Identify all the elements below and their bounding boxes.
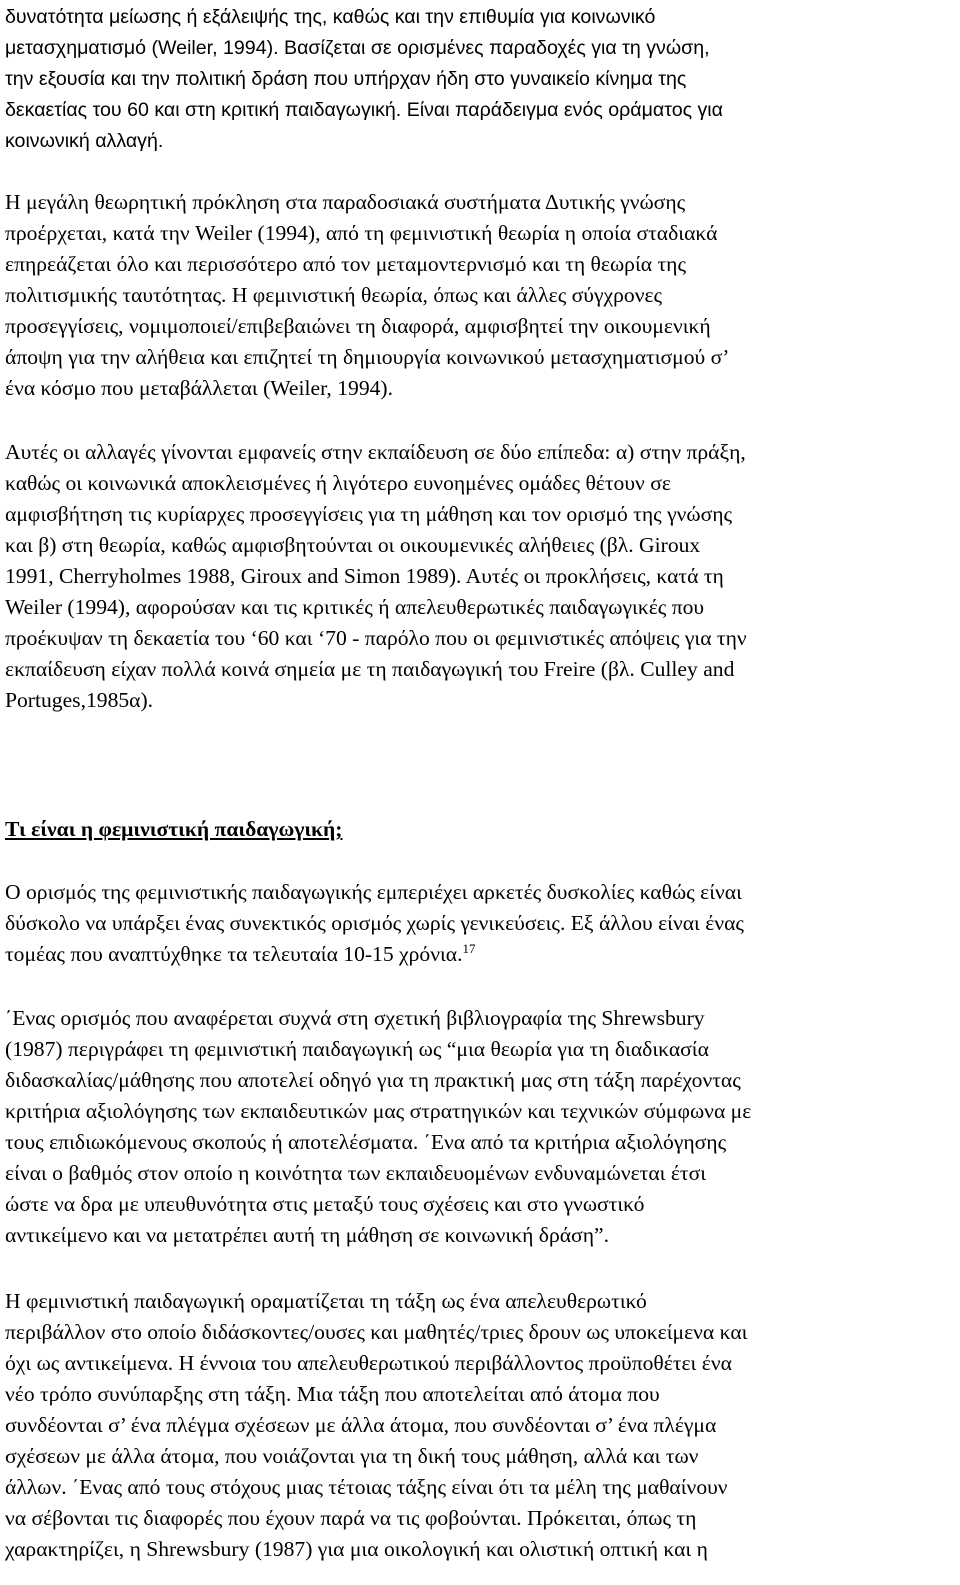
footnote-marker: 17 xyxy=(462,941,476,956)
paragraph-6: Η φεμινιστική παιδαγωγική οραματίζεται τη τάξη ως ένα απελευθερωτικό περιβάλλον στο οποίο διδάσκοντες/ουσες και μαθητές/τριες δρουν ως υποκείμενα και όχι ως αντικείμενα. Η έννοια του απελευθερωτικού περιβάλλοντος προϋποθέτει ένα νέο τρόπο συνύπαρξης στη τάξη. Μια τάξη που αποτελείται από άτομα που συνδέονται σ’ ένα πλέγμα σχέσεων με άλλα άτομα, που συνδέονται σ’ ένα πλέγμα σχέσεων με άλλα άτομα, που νοιάζονται για τη δική τους μάθηση, αλλά και των άλλων. ΄Ενας από τους στόχους μιας τέτοιας τάξης είναι ότι τα μέλη της μαθαίνουν να σέβονται τις διαφορές που έχουν παρά να τις φοβούνται. Πρόκειται, όπως τη χαρακτηρίζει, η Shrewsbury (1987) για μια οικολογική και ολιστική οπτική και η xyxy=(5,1289,748,1561)
section-heading: Τι είναι η φεμινιστική παιδαγωγική; xyxy=(5,817,343,841)
paragraph-3: Αυτές οι αλλαγές γίνονται εμφανείς στην εκπαίδευση σε δύο επίπεδα: α) στην πράξη, καθώς οι κοινωνικά αποκλεισμένες ή λιγότερο ευνοημένες ομάδες θέτουν σε αμφισβήτηση τις κυρίαρχες προσεγγίσεις για τη μάθηση και τον ορισμό της γνώσης και β) στη θεωρία, καθώς αμφισβητούνται οι οικουμενικές αλήθειες (βλ. Giroux 1991, Cherryholmes 1988, Giroux and Simon 1989). Αυτές οι προκλήσεις, κατά τη Weiler (1994), αφορούσαν και τις κριτικές ή απελευθερωτικές παιδαγωγικές που προέκυψαν τη δεκαετία του ‘60 και ‘70 - παρόλο που οι φεμινιστικές απόψεις για την εκπαίδευση είχαν πολλά κοινά σημεία με τη παιδαγωγική του Freire (βλ. Culley and Portuges,1985α). xyxy=(5,440,747,712)
paragraph-5: ΄Ενας ορισμός που αναφέρεται συχνά στη σχετική βιβλιογραφία της Shrewsbury (1987) περιγράφει τη φεμινιστική παιδαγωγική ως “μια θεωρία για τη διαδικασία διδασκαλίας/μάθησης που αποτελεί οδηγό για τη πρακτική μας στη τάξη παρέχοντας κριτήρια αξιολόγησης των εκπαιδευτικών μας στρατηγικών και τεχνικών σύμφωνα με τους επιδιωκόμενους σκοπούς ή αποτελέσματα. ΄Ενα από τα κριτήρια αξιολόγησης είναι ο βαθμός στον οποίο η κοινότητα των εκπαιδευομένων ενδυναμώνεται έτσι ώστε να δρα με υπευθυνότητα στις μεταξύ τους σχέσεις και στο γνωστικό αντικείμενο και να μετατρέπει αυτή τη μάθηση σε κοινωνική δράση”. xyxy=(5,1006,752,1247)
paragraph-2: Η μεγάλη θεωρητική πρόκληση στα παραδοσιακά συστήματα Δυτικής γνώσης προέρχεται, κατά την Weiler (1994), από τη φεμινιστική θεωρία η οποία σταδιακά επηρεάζεται όλο και περισσότερο από τον μεταμοντερνισμό και τη θεωρία της πολιτισμικής ταυτότητας. Η φεμινιστική θεωρία, όπως και άλλες σύγχρονες προσεγγίσεις, νομιμοποιεί/επιβεβαιώνει τη διαφορά, αμφισβητεί την οικουμενική άποψη για την αλήθεια και επιζητεί τη δημιουργία κοινωνικού μετασχηματισμού σ’ ένα κόσμο που μεταβάλλεται (Weiler, 1994). xyxy=(5,190,730,400)
paragraph-4 xyxy=(5,877,744,970)
paragraph-1: δυνατότητα μείωσης ή εξάλειψής της, καθώς και την επιθυμία για κοινωνικό μετασχηματισμό (Weiler, 1994). Βασίζεται σε ορισμένες παραδοχές για τη γνώση, την εξουσία και την πολιτική δράση που υπήρχαν ήδη στο γυναικείο κίνημα της δεκαετίας του 60 και στη κριτική παιδαγωγική. Είναι παράδειγμα ενός οράματος για κοινωνική αλλαγή. xyxy=(5,6,723,152)
paragraph-4-text: Ο ορισμός της φεμινιστικής παιδαγωγικής εμπεριέχει αρκετές δυσκολίες καθώς είναι δύσκολο να υπάρξει ένας συνεκτικός ορισμός χωρίς γενικεύσεις. Εξ άλλου είναι ένας τομέας που αναπτύχθηκε τα τελευταία 10-15 χρόνια. xyxy=(5,880,744,966)
